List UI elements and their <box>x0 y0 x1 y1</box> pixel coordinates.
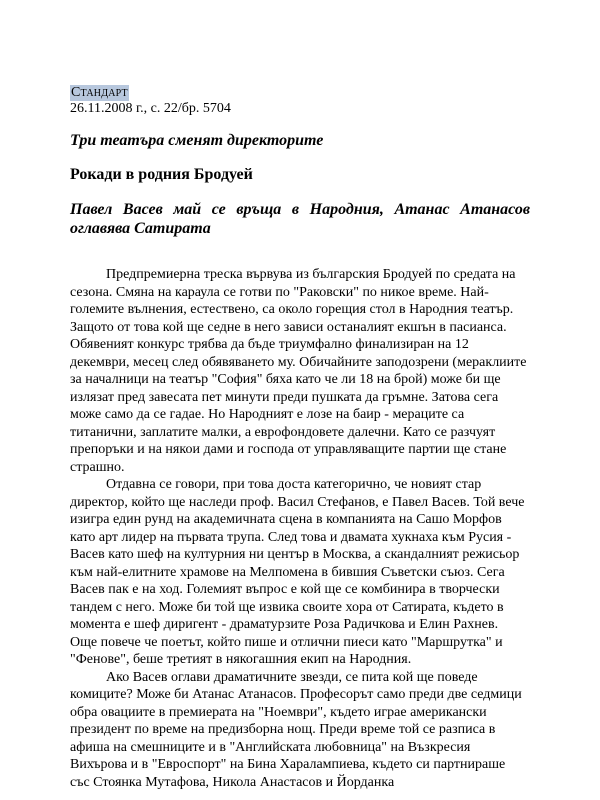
publication-dateline: 26.11.2008 г., с. 22/бр. 5704 <box>70 101 231 116</box>
article-title: Три театъра сменят директорите <box>70 132 324 149</box>
article-headline: Рокади в родния Бродуей <box>70 166 253 183</box>
article-body <box>70 266 528 791</box>
body-paragraph: Ако Васев оглави драматичните звезди, се пита кой ще поведе комиците? Може би Атанас Атанасов. Професорът само преди две седмици обра овациите в премиерата на "Ноември", където играе американски президент по време на предизборна нощ. Преди време той се разписа в афиша на смешниците и в "Английската любовница" на Възкресия Вихърова и в "Евроспорт" на Бина Харалампиева, където си партнираше със Стоянка Мутафова, Никола Анастасов и Йорданка <box>70 669 522 790</box>
newspaper-source[interactable]: Стандарт <box>71 85 128 100</box>
body-paragraph: Отдавна се говори, при това доста категорично, че новият стар директор, който ще наследи проф. Васил Стефанов, е Павел Васев. Той вече изигра един рунд на академичната сцена в компанията на Сашо Морфов като арт лидер на първата трупа. След това и двамата хукнаха към Русия - Васев като шеф на културния ни център в Москва, а скандалният режисьор към най-елитните храмове на Мелпомена в бившия Съветски съюз. Сега Васев пак е на ход. Големият въпрос е кой ще се комбинира в творчески тандем с него. Може би той ще извика своите хора от Сатирата, където в момента е шеф диригент - драматурзите Роза Радичкова и Елин Рахнев. Още повече че поетът, който пише и отлични пиеси като "Маршрутка" и "Фенове", беше третият в някогашния екип на Народния. <box>70 477 525 667</box>
article-subheadline: Павел Васев май се връща в Народния, Атанас Атанасов оглавява Сатирата <box>70 201 530 237</box>
body-paragraph: Предпремиерна треска вървува из българския Бродуей по средата на сезона. Смяна на караула се готви по "Раковски" по никое време. Най-големите вълнения, естествено, са около горещия стол в Народния театър. Защото от това кой ще седне в него зависи останалият екшън в пасианса. Обявеният конкурс трябва да бъде триумфално финализиран на 12 декември, месец след обявяването му. Обичайните заподозрени (мераклиите за началници на театър "София" бяха като че ли 18 на брой) може би ще излязат пред завесата пет минути преди пушката да гръмне. Затова сега може само да се гадае. Но Народният е лозе на баир - мераците са титанични, заплатите малки, а еврофондовете далечни. Като се разчуят препоръки и на някои дами и господа от управляващите партии ще стане страшно. <box>70 267 527 475</box>
